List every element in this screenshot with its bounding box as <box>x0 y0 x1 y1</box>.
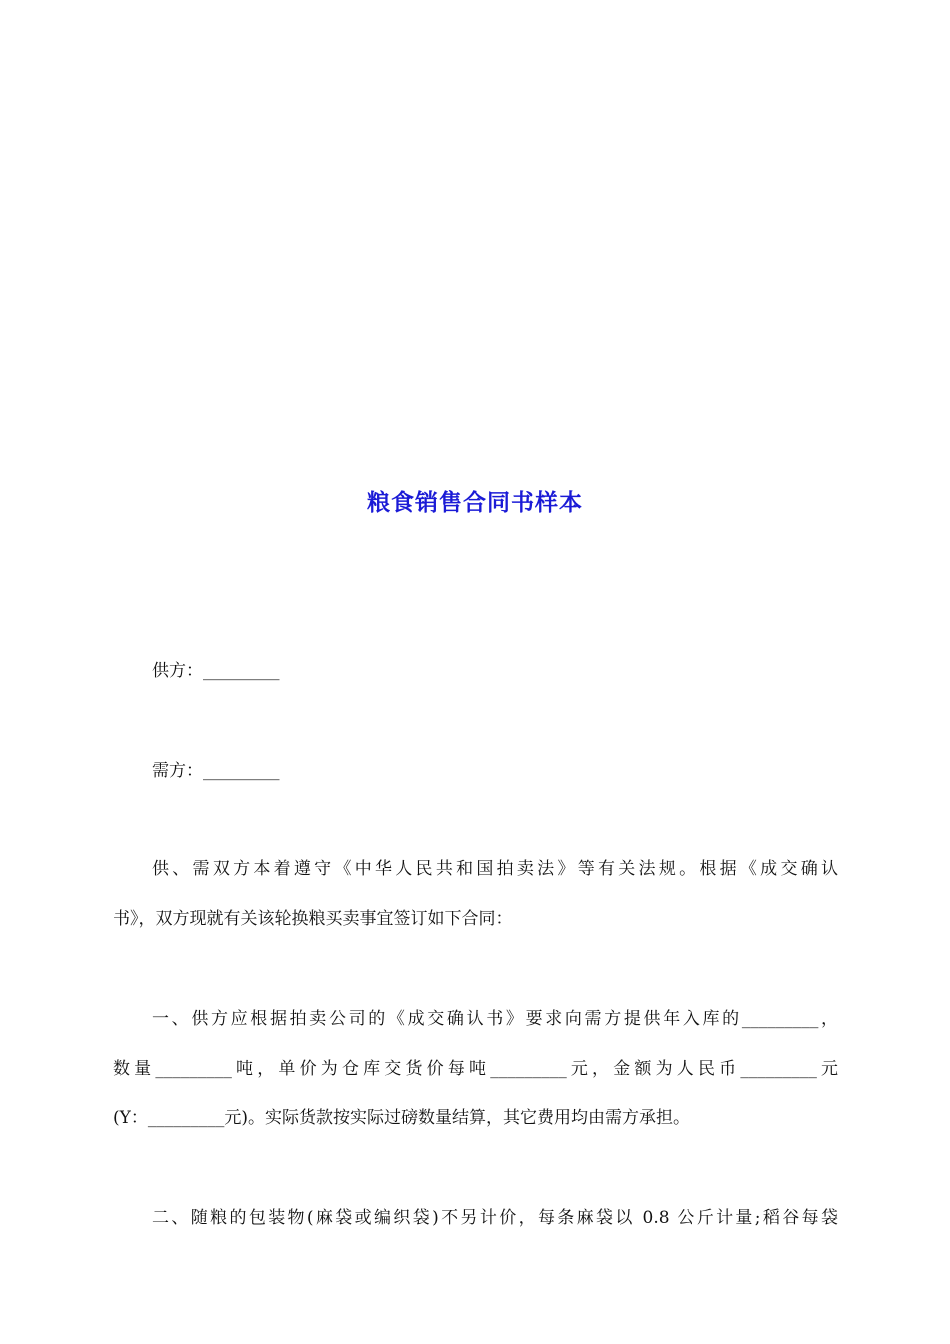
clause-1-line-2: 数量_________吨，单价为仓库交货价每吨_________元，金额为人民币_________元 <box>113 1059 838 1079</box>
clause-1-line-3: (Y：_________元)。实际货款按实际过磅数量结算，其它费用均由需方承担。 <box>113 1108 690 1128</box>
buyer-line: 需方：_________ <box>152 761 280 781</box>
intro-line-1: 供、需双方本着遵守《中华人民共和国拍卖法》等有关法规。根据《成交确认 <box>152 859 838 879</box>
intro-line-2: 书》，双方现就有关该轮换粮买卖事宜签订如下合同： <box>113 909 513 929</box>
document-title: 粮食销售合同书样本 <box>367 489 583 516</box>
clause-1-line-1: 一、供方应根据拍卖公司的《成交确认书》要求向需方提供年入库的_________， <box>152 1009 838 1029</box>
clause-2-line-1: 二、随粮的包装物(麻袋或编织袋)不另计价，每条麻袋以 0.8 公斤计量;稻谷每袋 <box>152 1208 838 1228</box>
supplier-line: 供方：_________ <box>152 661 280 681</box>
